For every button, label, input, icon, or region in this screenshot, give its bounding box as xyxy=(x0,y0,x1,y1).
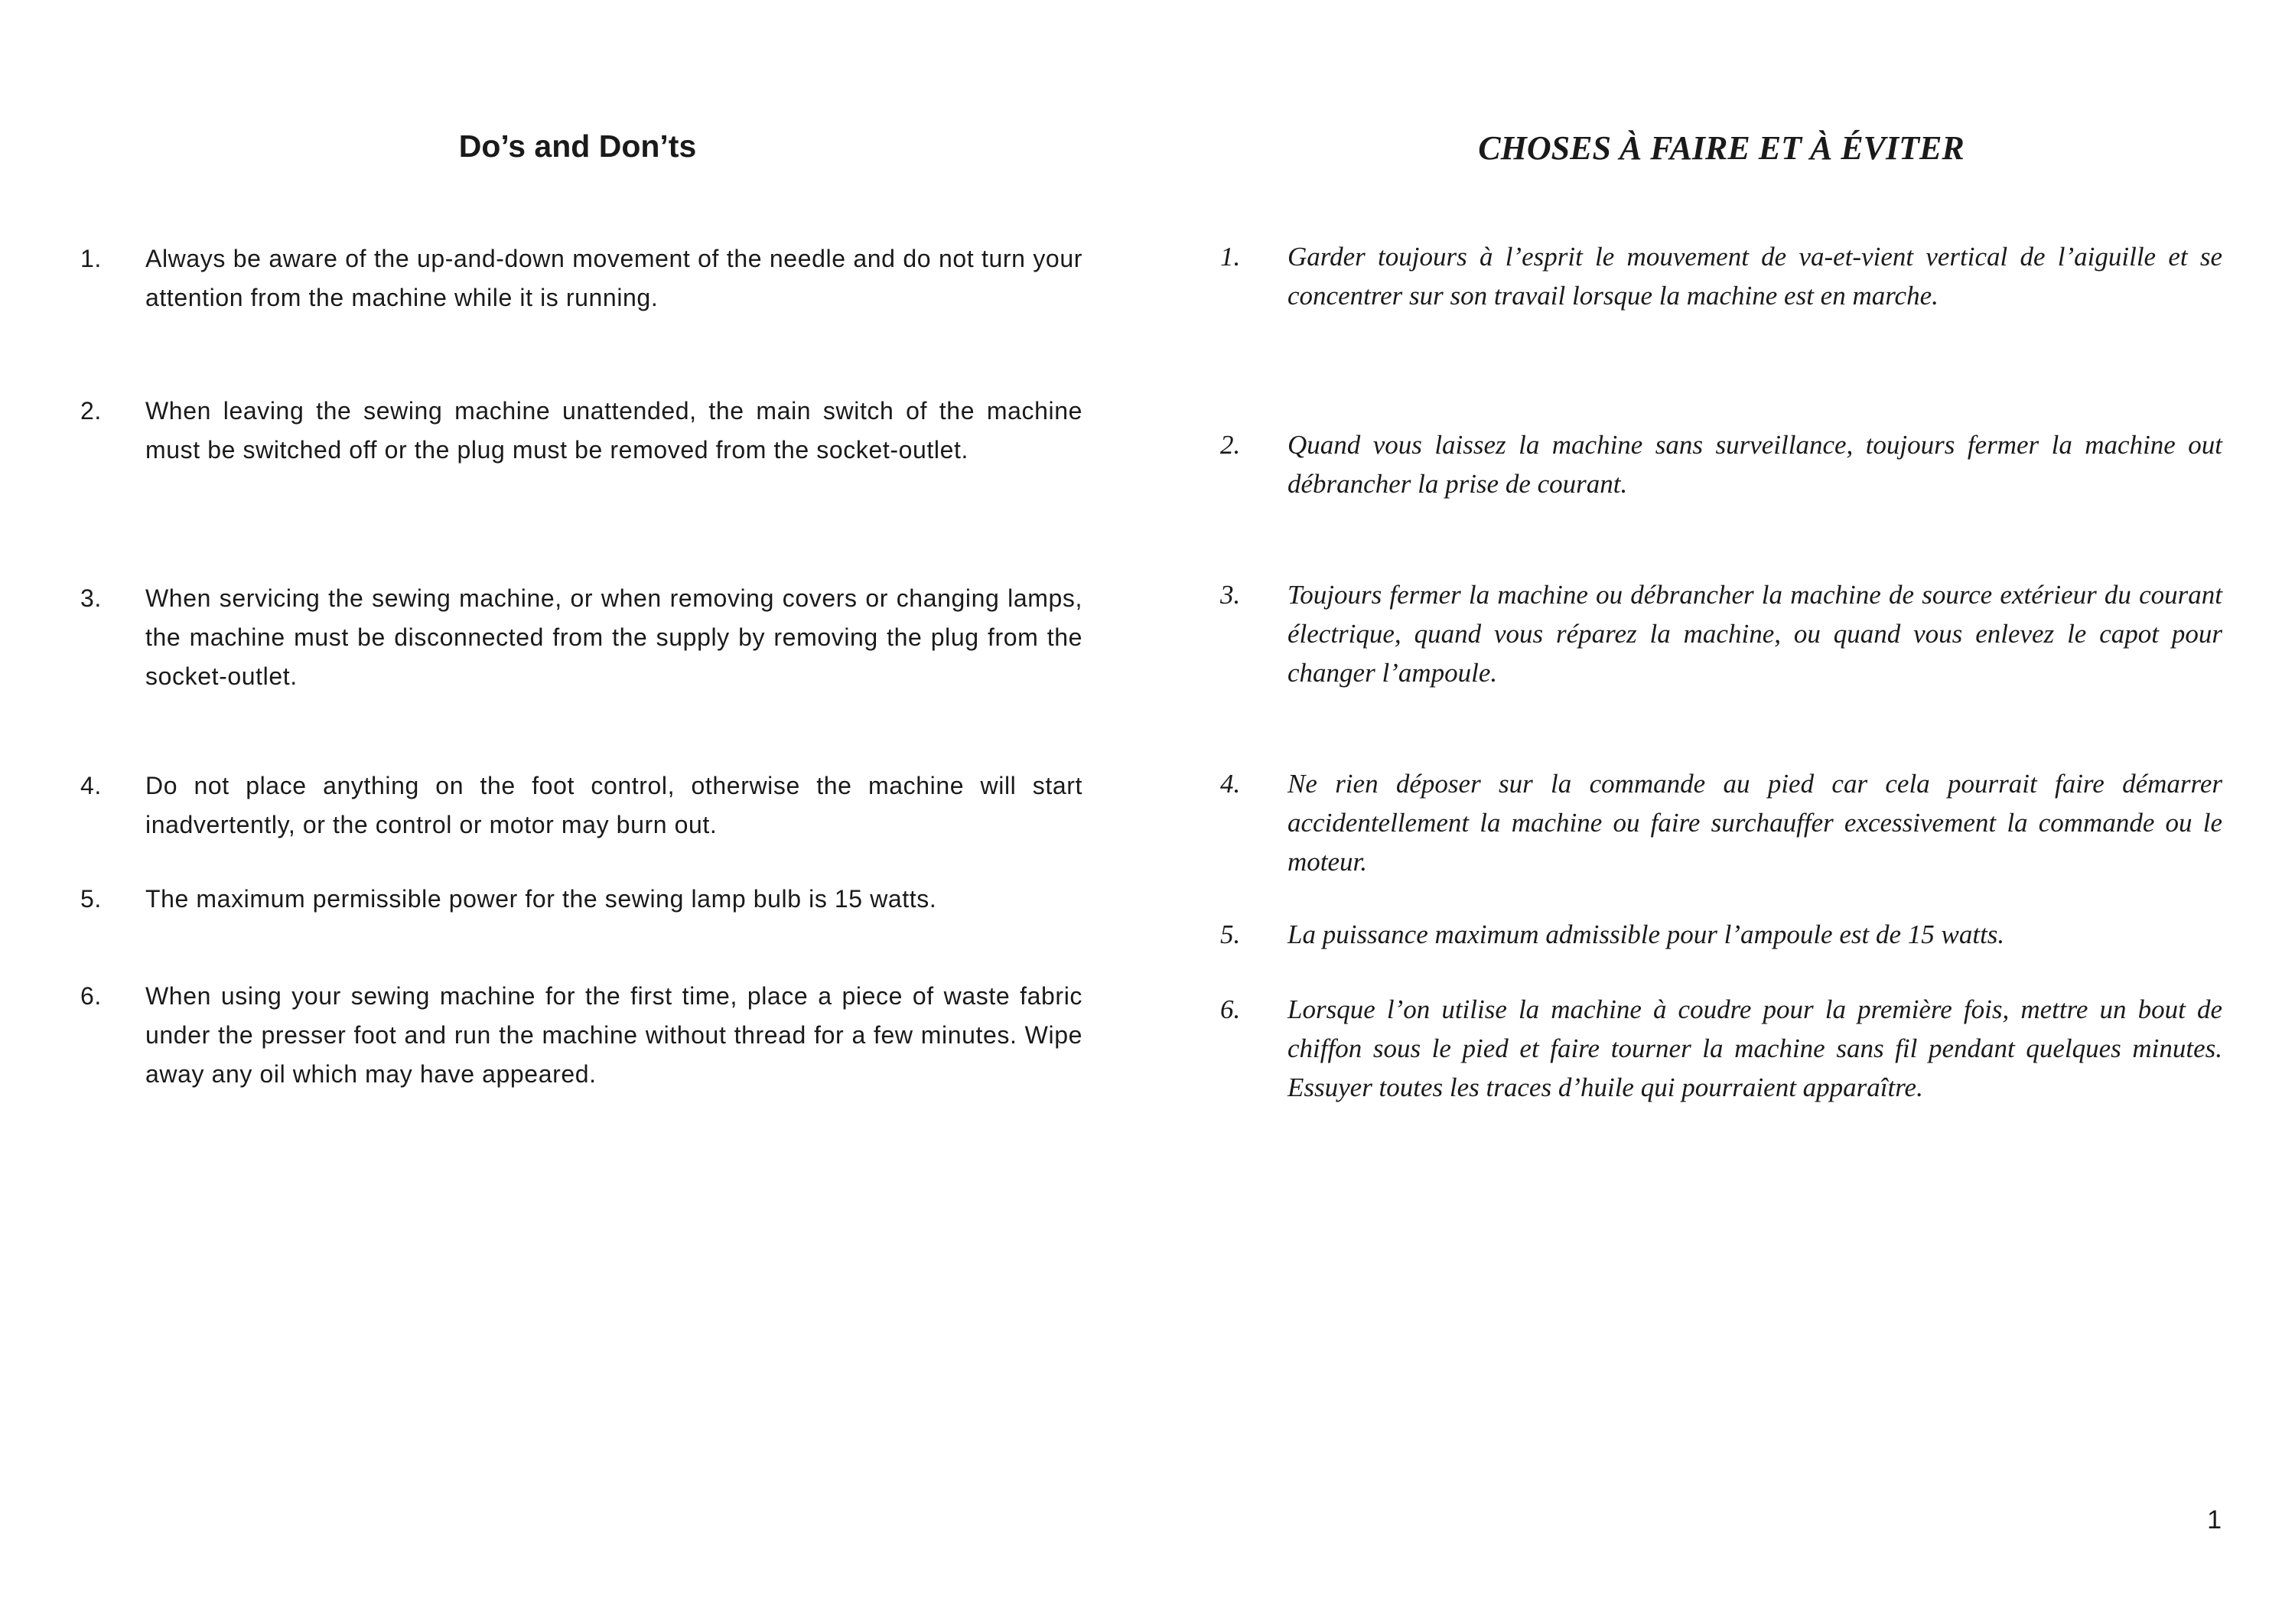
english-item-6 xyxy=(80,977,1082,1094)
french-item-text: Ne rien déposer sur la commande au pied car cela pourrait faire démarrer accidentellement la machine ou faire surchauffer excessivement la commande ou le moteur. xyxy=(1287,769,2222,877)
french-item-text: Toujours fermer la machine ou débrancher la machine de source extérieur du courant électrique, quand vous réparez la machine, ou quand vous enlevez le capot pour changer l’ampoule. xyxy=(1287,580,2222,688)
french-item-number: 2. xyxy=(1220,430,1241,460)
french-item-6 xyxy=(1220,990,2222,1107)
french-item-text: La puissance maximum admissible pour l’ampoule est de 15 watts. xyxy=(1287,919,2005,949)
french-item-number: 1. xyxy=(1220,242,1241,272)
english-item-number: 2. xyxy=(80,397,102,425)
french-item-1 xyxy=(1220,237,2222,315)
english-item-text: When leaving the sewing machine unattended, the main switch of the machine must be switched off or the plug must be removed from the socket-outlet. xyxy=(145,397,1082,464)
english-item-number: 1. xyxy=(80,245,102,272)
french-item-text: Quand vous laissez la machine sans surveillance, toujours fermer la machine out débrancher la prise de courant. xyxy=(1287,430,2222,499)
french-item-5 xyxy=(1220,915,2222,954)
page-number: 1 xyxy=(2207,1505,2222,1535)
french-item-number: 3. xyxy=(1220,580,1241,610)
english-item-3 xyxy=(80,579,1082,696)
french-item-4 xyxy=(1220,764,2222,881)
english-item-4 xyxy=(80,766,1082,845)
english-item-2 xyxy=(80,392,1082,470)
english-title: Do’s and Don’ts xyxy=(458,129,697,164)
english-item-number: 3. xyxy=(80,584,102,612)
english-item-number: 5. xyxy=(80,885,102,913)
english-item-5 xyxy=(80,880,1082,919)
french-title: CHOSES À FAIRE ET À ÉVITER xyxy=(1478,129,1965,167)
french-item-text: Lorsque l’on utilise la machine à coudre pour la première fois, mettre un bout de chiffon sous le pied et faire tourner la machine sans fil pendant quelques minutes. Essuyer toutes les traces d’huile qui pourraient apparaître. xyxy=(1287,994,2222,1102)
french-item-3 xyxy=(1220,575,2222,692)
english-item-1 xyxy=(80,239,1082,317)
french-item-number: 4. xyxy=(1220,769,1241,799)
english-item-text: When using your sewing machine for the first time, place a piece of waste fabric under the presser foot and run the machine without thread for a few minutes. Wipe away any oil which may have appeared. xyxy=(145,982,1082,1088)
english-item-text: Do not place anything on the foot control, otherwise the machine will start inadvertently, or the control or motor may burn out. xyxy=(145,772,1082,838)
french-item-number: 6. xyxy=(1220,994,1241,1024)
french-item-2 xyxy=(1220,425,2222,503)
english-item-number: 4. xyxy=(80,772,102,799)
english-item-text: When servicing the sewing machine, or when removing covers or changing lamps, the machine must be disconnected from the supply by removing the plug from the socket-outlet. xyxy=(145,584,1082,690)
english-item-text: The maximum permissible power for the sewing lamp bulb is 15 watts. xyxy=(145,885,937,913)
english-item-text: Always be aware of the up-and-down movement of the needle and do not turn your attention from the machine while it is running. xyxy=(145,245,1082,311)
french-item-number: 5. xyxy=(1220,919,1241,949)
english-item-number: 6. xyxy=(80,982,102,1010)
french-item-text: Garder toujours à l’esprit le mouvement de va-et-vient vertical de l’aiguille et se concentrer sur son travail lorsque la machine est en marche. xyxy=(1287,242,2222,311)
